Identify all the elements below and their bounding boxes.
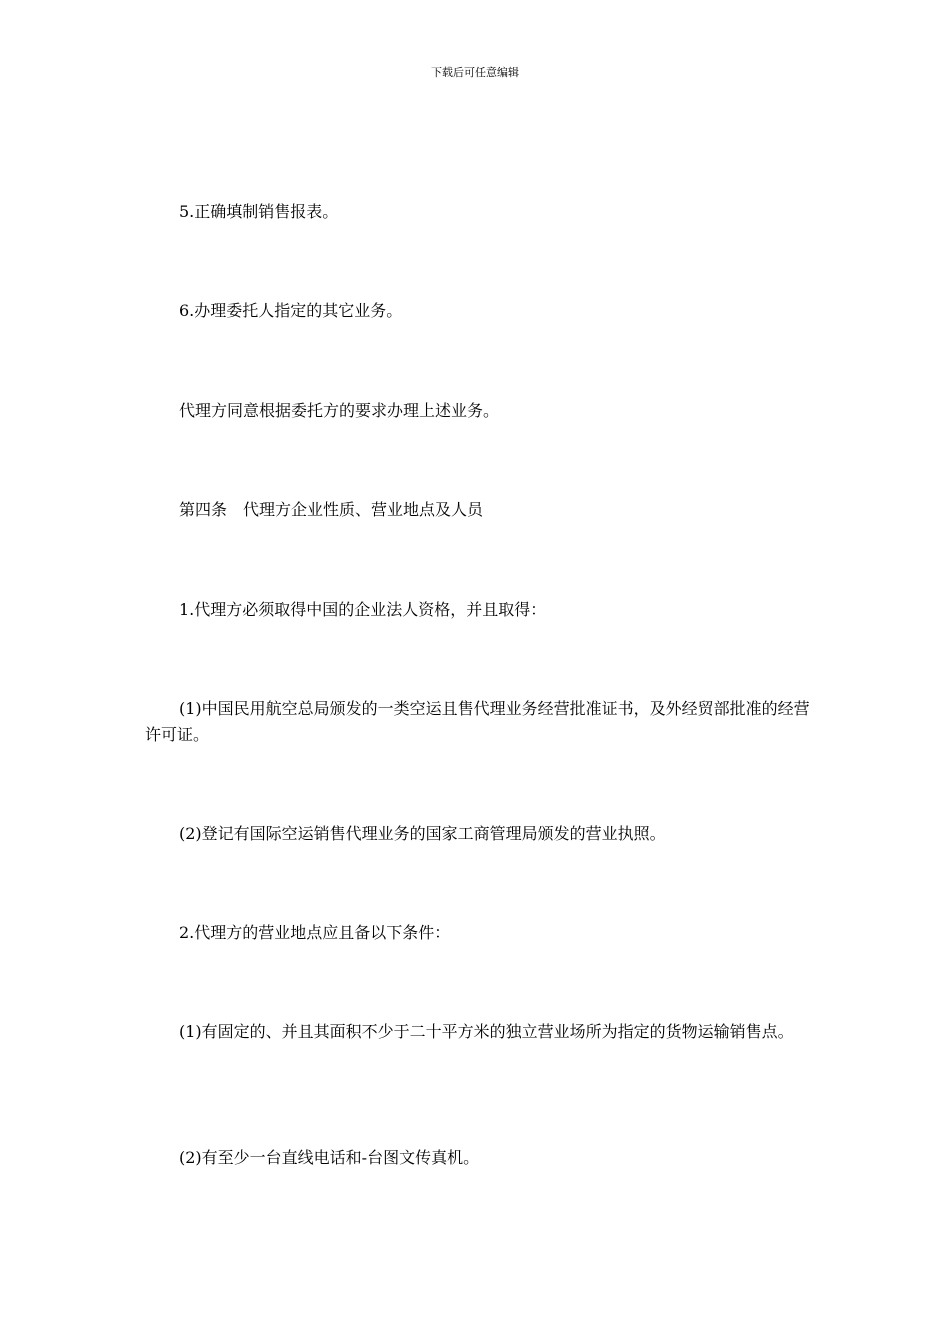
paragraph-sub-2-2: (2)有至少一台直线电话和-台图文传真机。 xyxy=(179,1148,480,1167)
paragraph-item-6: 6.办理委托人指定的其它业务。 xyxy=(179,301,403,320)
section-heading-article-4: 第四条 代理方企业性质、营业地点及人员 xyxy=(179,500,484,519)
paragraph-item-5: 5.正确填制销售报表。 xyxy=(179,202,339,221)
paragraph-sub-1-2: (2)登记有国际空运销售代理业务的国家工商管理局颁发的营业执照。 xyxy=(179,824,666,843)
paragraph-requirement-1: 1.代理方必须取得中国的企业法人资格，并且取得： xyxy=(179,600,547,619)
paragraph-agreement: 代理方同意根据委托方的要求办理上述业务。 xyxy=(179,401,500,420)
paragraph-sub-2-1: (1)有固定的、并且其面积不少于二十平方米的独立营业场所为指定的货物运输销售点。 xyxy=(179,1022,794,1041)
paragraph-requirement-2: 2.代理方的营业地点应且备以下条件： xyxy=(179,923,451,942)
page-header: 下载后可任意编辑 xyxy=(431,66,519,79)
paragraph-sub-1-1: (1)中国民用航空总局颁发的一类空运且售代理业务经营批准证书，及外经贸部批准的经营许可证。 xyxy=(145,699,810,744)
